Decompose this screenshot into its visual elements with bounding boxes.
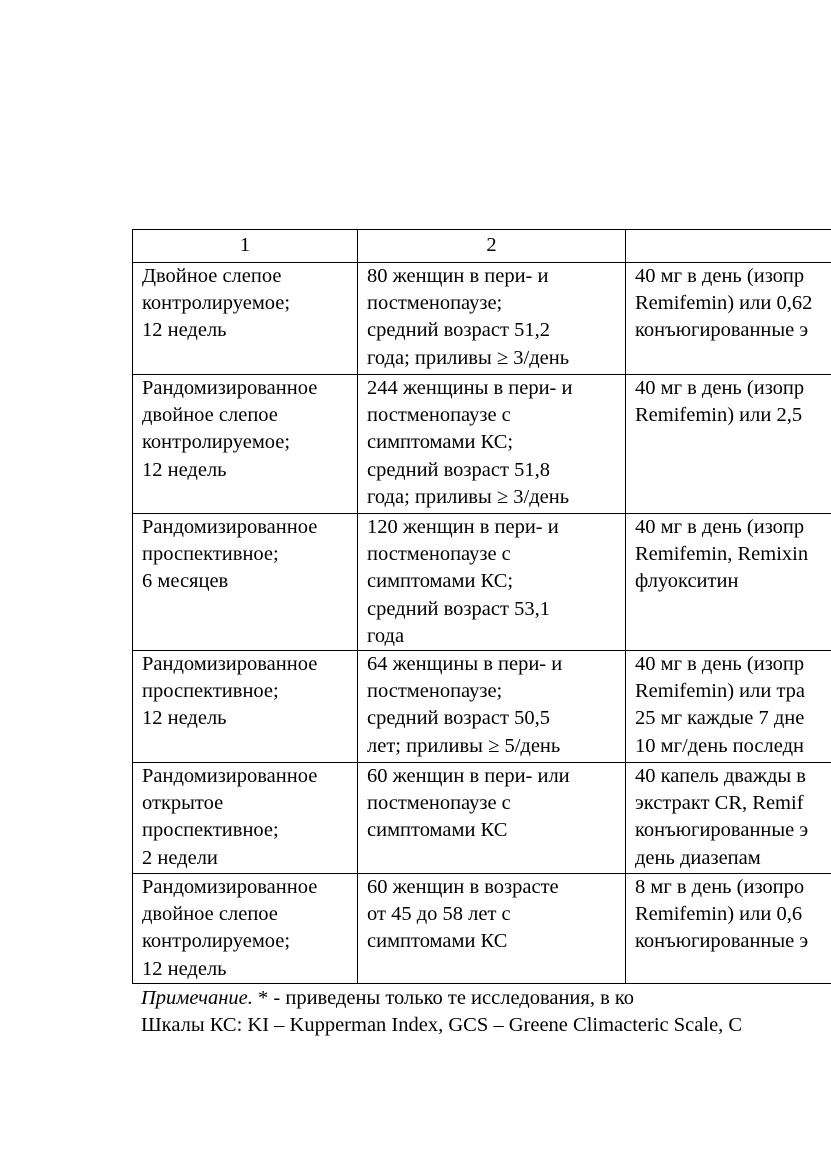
footnote-line-1 bbox=[141, 985, 831, 1012]
intervention-cell: 40 мг в день (изопр Remifemin) или 0,62 конъюгированные э bbox=[626, 263, 831, 375]
table-row bbox=[133, 874, 831, 984]
intervention-cell: 8 мг в день (изопро Remifemin) или 0,6 конъюгированные э bbox=[626, 874, 831, 984]
intervention-cell: 40 мг в день (изопр Remifemin) или тра 25 мг каждые 7 дне 10 мг/день последн bbox=[626, 651, 831, 763]
participants-cell: 244 женщины в пери- и постменопаузе с симптомами КС; средний возраст 51,8 года; приливы ≥ 3/день bbox=[358, 375, 626, 514]
participants-cell: 60 женщин в возрасте от 45 до 58 лет с симптомами КС bbox=[358, 874, 626, 984]
participants-cell: 120 женщин в пери- и постменопаузе с симптомами КС; средний возраст 53,1 года bbox=[358, 514, 626, 651]
study-design-cell: Рандомизированное двойное слепое контролируемое; 12 недель bbox=[133, 874, 358, 984]
study-design-cell: Двойное слепое контролируемое; 12 недель bbox=[133, 263, 358, 375]
study-design-cell: Рандомизированное проспективное; 12 недель bbox=[133, 651, 358, 763]
header-cell-1: 1 bbox=[133, 230, 358, 263]
table-row bbox=[133, 763, 831, 874]
participants-cell: 80 женщин в пери- и постменопаузе; средний возраст 51,2 года; приливы ≥ 3/день bbox=[358, 263, 626, 375]
footnote-line-2: Шкалы КС: KI – Kupperman Index, GCS – Greene Climacteric Scale, C bbox=[141, 1014, 743, 1037]
header-cell-3 bbox=[626, 230, 831, 263]
header-cell-2: 2 bbox=[358, 230, 626, 263]
table-row bbox=[133, 263, 831, 375]
table-footnote bbox=[141, 985, 831, 1039]
studies-table bbox=[132, 229, 831, 984]
study-design-cell: Рандомизированное двойное слепое контролируемое; 12 недель bbox=[133, 375, 358, 514]
participants-cell: 60 женщин в пери- или постменопаузе с симптомами КС bbox=[358, 763, 626, 874]
table-row bbox=[133, 375, 831, 514]
table-header-row bbox=[133, 230, 831, 263]
table-row bbox=[133, 514, 831, 651]
footnote-label: Примечание. bbox=[141, 987, 253, 1009]
footnote-text: * - приведены только те исследования, в ко bbox=[252, 987, 635, 1009]
table-row bbox=[133, 651, 831, 763]
study-design-cell: Рандомизированное проспективное; 6 месяцев bbox=[133, 514, 358, 651]
intervention-cell: 40 мг в день (изопр Remifemin, Remixin флуокситин bbox=[626, 514, 831, 651]
intervention-cell: 40 капель дважды в экстракт CR, Remif конъюгированные э день диазепам bbox=[626, 763, 831, 874]
intervention-cell: 40 мг в день (изопр Remifemin) или 2,5 bbox=[626, 375, 831, 514]
participants-cell: 64 женщины в пери- и постменопаузе; средний возраст 50,5 лет; приливы ≥ 5/день bbox=[358, 651, 626, 763]
study-design-cell: Рандомизированное открытое проспективное; 2 недели bbox=[133, 763, 358, 874]
